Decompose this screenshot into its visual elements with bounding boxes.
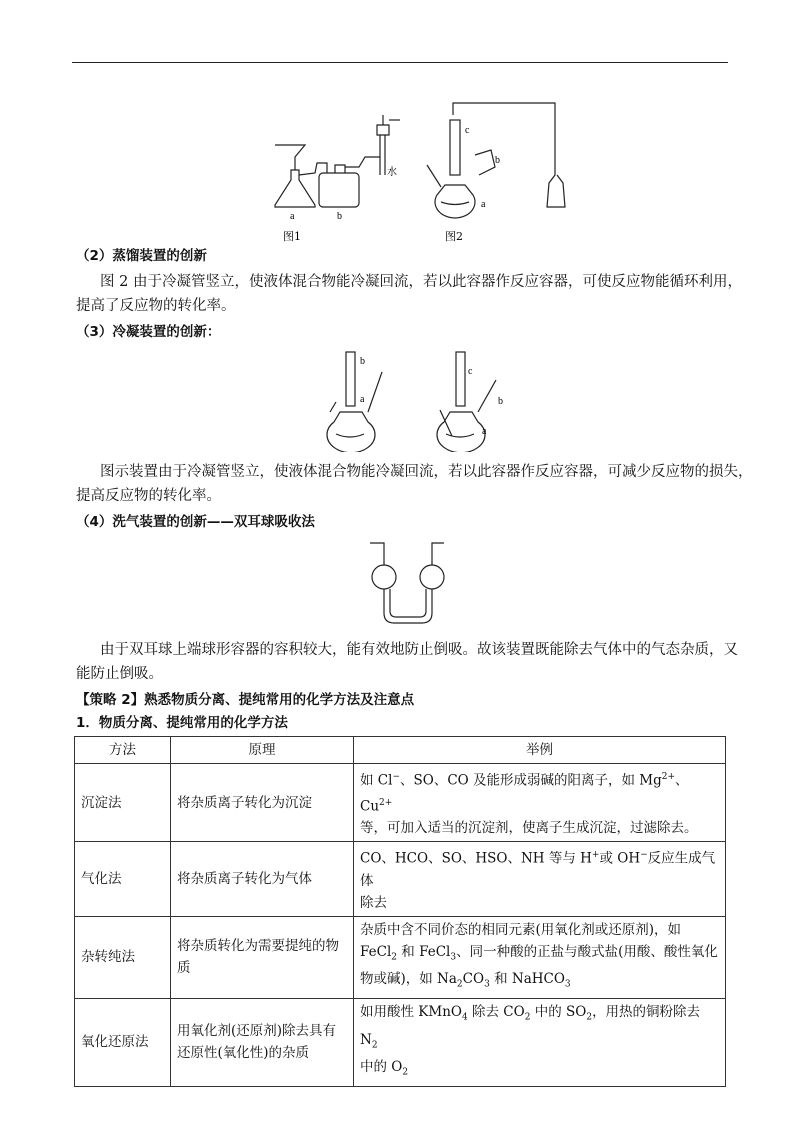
row4-sub-o2: 2: [402, 1067, 409, 1078]
row3-sub-2: 2: [391, 952, 397, 963]
row2-sup-plus: +: [591, 850, 600, 860]
row4-principle-l1: 用氧化剂(还原剂)除去具有: [177, 1023, 337, 1040]
row3-ex2-a: FeCl: [360, 943, 392, 960]
row1-ex-line2: 等，可加入适当的沉淀剂，使离子生成沉淀，过滤除去。: [360, 820, 698, 836]
methods-table: [74, 736, 726, 1087]
row1-ex-b: 、SO、CO 及能形成弱碱的阳离子，如 Mg: [400, 772, 662, 789]
row4-sub-co2: 2: [524, 1012, 531, 1023]
row3-sub-na: 2: [456, 979, 463, 990]
header-rule: [72, 62, 728, 63]
row2-ex-b: 或 OH: [599, 850, 641, 867]
row3-principle: [171, 916, 354, 998]
fig1-label-a: a: [290, 211, 295, 222]
row4-sub-n2: 2: [371, 1040, 378, 1051]
row4-ex-d: ，用热的铜粉除去 N: [360, 1003, 701, 1048]
row4-ex-c: 中的 SO: [530, 1003, 587, 1020]
row4-ex-b: 除去 CO: [467, 1003, 525, 1020]
table-header-row: [75, 737, 726, 764]
table-row: [75, 998, 726, 1086]
table-row: [75, 916, 726, 998]
condenser-figure: [320, 342, 520, 452]
double-bulb-absorber-figure: [360, 535, 460, 630]
cond-fig2-label-b: b: [498, 396, 503, 407]
row3-ex3-c: 和 NaHCO: [489, 971, 565, 988]
row1-sup-mg: 2+: [661, 772, 676, 782]
row1-principle: 将杂质离子转化为沉淀: [171, 764, 354, 842]
fig1-caption: 图1: [283, 230, 301, 243]
strategy-heading: 【策略 2】熟悉物质分离、提纯常用的化学方法及注意点: [76, 692, 415, 708]
row1-sup-cu: 2+: [379, 797, 393, 808]
fig2-caption: 图2: [445, 230, 463, 243]
header-method: 方法: [75, 737, 171, 764]
section3-heading: （3）冷凝装置的创新：: [76, 324, 221, 340]
row2-sup-minus: −: [640, 850, 648, 860]
table-row: [75, 764, 726, 842]
row2-principle: 将杂质离子转化为气体: [171, 842, 354, 917]
fig2-label-a: a: [481, 199, 486, 210]
row4-principle-l2: 还原性(氧化性)的杂质: [177, 1045, 310, 1062]
section4-para-line2: 能防止倒吸。: [76, 666, 163, 682]
row2-example: [354, 842, 726, 917]
row3-sub-co3: 3: [484, 979, 490, 990]
row1-ex-c: 、Cu: [360, 772, 689, 814]
row3-principle-l2: 质: [177, 960, 191, 977]
strategy-subheading: 1．物质分离、提纯常用的化学方法: [76, 715, 288, 731]
cond-fig1-label-b: b: [360, 356, 365, 367]
row2-ex-a: CO、HCO、SO、HSO、NH 等与 H: [360, 850, 592, 867]
row3-ex-line1: 杂质中含不同价态的相同元素(用氧化剂或还原剂)，如: [360, 921, 682, 938]
row3-method: 杂转纯法: [75, 916, 171, 998]
row3-ex2-c: 、同一种酸的正盐与酸式盐(用酸、酸性氧化: [456, 943, 718, 960]
section3-para-line2: 提高反应物的转化率。: [76, 488, 221, 504]
fig1-label-water: 水: [387, 167, 397, 178]
section4-para-line1: 由于双耳球上端球形容器的容积较大，能有效地防止倒吸。故该装置既能除去气体中的气态杂质，又: [100, 642, 738, 658]
section3-para-line1: 图示装置由于冷凝管竖立，使液体混合物能冷凝回流，若以此容器作反应容器，可减少反应物的损失，: [100, 464, 753, 480]
section2-heading: （2）蒸馏装置的创新: [76, 248, 207, 264]
row1-example: [354, 764, 726, 842]
row1-sup-minus: −: [392, 772, 400, 782]
row2-method: 气化法: [75, 842, 171, 917]
header-example: 举例: [354, 737, 726, 764]
row1-ex-a: 如 Cl: [360, 772, 393, 789]
fig1-label-b: b: [337, 211, 342, 222]
section4-heading: （4）洗气装置的创新——双耳球吸收法: [76, 514, 315, 530]
row4-principle: [171, 998, 354, 1086]
row3-example: [354, 916, 726, 998]
row3-ex3-a: 物或碱)，如 Na: [360, 971, 457, 988]
cond-fig1-label-a: a: [360, 394, 365, 405]
header-principle: 原理: [171, 737, 354, 764]
row4-example: [354, 998, 726, 1086]
row4-method: 氧化还原法: [75, 998, 171, 1086]
row2-ex-line2: 除去: [360, 894, 387, 911]
apparatus-figure-1-2: [255, 95, 575, 245]
cond-fig2-label-c: c: [468, 366, 473, 377]
row3-principle-l1: 将杂质转化为需要提纯的物: [177, 938, 339, 955]
row2-ex-c: 反应生成气体: [360, 850, 716, 889]
row3-sub-hco3: 3: [564, 979, 571, 990]
row3-sub-3: 3: [450, 952, 457, 963]
cond-fig2-label-a: a: [482, 426, 487, 437]
row4-sub-4: 4: [461, 1012, 468, 1023]
table-row: [75, 842, 726, 917]
row4-ex-line2: 中的 O: [360, 1059, 403, 1076]
row4-ex-a: 如用酸性 KMnO: [360, 1003, 462, 1020]
row3-ex3-b: CO: [462, 971, 485, 988]
fig2-label-b: b: [495, 155, 500, 166]
row4-sub-so2: 2: [586, 1012, 593, 1023]
row3-ex2-b: 和 FeCl: [397, 943, 451, 960]
section2-para-line1: 图 2 由于冷凝管竖立，使液体混合物能冷凝回流，若以此容器作反应容器，可使反应物能循环利用，: [100, 274, 742, 290]
row1-method: 沉淀法: [75, 764, 171, 842]
fig2-label-c: c: [465, 125, 470, 136]
section2-para-line2: 提高了反应物的转化率。: [76, 298, 236, 314]
